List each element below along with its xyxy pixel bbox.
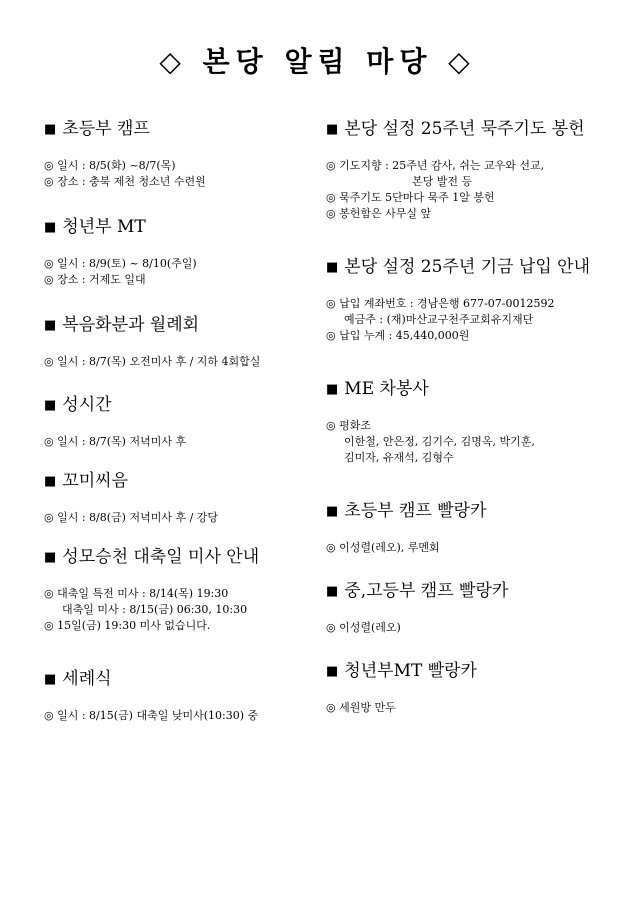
section-anniversary-fund (326, 256, 616, 344)
info-line: ◎ 일시 : 8/8(금) 저녁미사 후 / 강당 (44, 511, 219, 524)
section-heading: ■ 성시간 (44, 395, 112, 415)
info-line: ◎ 봉헌함은 사무실 앞 (326, 207, 432, 220)
square-bullet-icon: ■ (326, 260, 339, 275)
info-line: ◎ 15일(금) 19:30 미사 없습니다. (44, 619, 211, 632)
square-bullet-icon: ■ (44, 318, 57, 333)
info-line: 이한철, 안은정, 김기수, 김명옥, 박기훈, (344, 435, 535, 448)
section-youth-mt (44, 216, 314, 288)
section-heading: ■ ME 차봉사 (326, 379, 429, 399)
section-evangelization-meeting (44, 314, 314, 370)
info-line: ◎ 대축일 특전 미사 : 8/14(목) 19:30 (44, 587, 229, 600)
section-rosary-offering (326, 118, 616, 222)
square-bullet-icon: ■ (44, 122, 57, 137)
section-heading: ■ 꼬미씨음 (44, 471, 128, 491)
section-heading: ■ 복음화분과 월례회 (44, 315, 200, 335)
info-line: ◎ 일시 : 8/9(토) ~ 8/10(주일) (44, 257, 197, 270)
page-title: ◇ 본당 알림 마당 ◇ (159, 45, 476, 78)
section-heading: ■ 본당 설정 25주년 묵주기도 봉헌 (326, 119, 585, 139)
info-line: ◎ 장소 : 충북 제천 청소년 수련원 (44, 175, 206, 188)
section-baptism (44, 668, 314, 724)
section-elementary-palanca (326, 500, 616, 556)
section-kids-event (44, 470, 314, 526)
info-line: ◎ 기도지향 : 25주년 감사, 쉬는 교우와 선교, (326, 159, 545, 172)
info-line: ◎ 일시 : 8/15(금) 대축일 낮미사(10:30) 중 (44, 709, 259, 722)
section-middle-high-palanca (326, 580, 616, 636)
section-heading: ■ 초등부 캠프 (44, 119, 150, 139)
info-line: 김미자, 유재석, 김형수 (344, 451, 454, 464)
section-heading: ■ 성모승천 대축일 미사 안내 (44, 547, 260, 567)
section-heading: ■ 중,고등부 캠프 빨랑카 (326, 581, 509, 601)
section-heading: ■ 본당 설정 25주년 기금 납입 안내 (326, 257, 591, 277)
square-bullet-icon: ■ (326, 382, 339, 397)
info-line: 예금주 : (재)마산교구천주교회유지재단 (344, 313, 534, 326)
info-line: ◎ 일시 : 8/5(화) ~8/7(목) (44, 159, 176, 172)
info-line: 본당 발전 등 (412, 175, 473, 188)
info-line: ◎ 이성렬(레오), 루멘회 (326, 541, 440, 554)
info-line: ◎ 세원방 만두 (326, 701, 396, 714)
info-line: ◎ 일시 : 8/7(목) 저녁미사 후 (44, 435, 187, 448)
info-line: ◎ 장소 : 거제도 일대 (44, 273, 146, 286)
section-heading: ■ 청년부 MT (44, 217, 146, 237)
section-youth-mt-palanca (326, 660, 616, 716)
square-bullet-icon: ■ (326, 504, 339, 519)
square-bullet-icon: ■ (44, 220, 57, 235)
square-bullet-icon: ■ (44, 398, 57, 413)
section-heading: ■ 초등부 캠프 빨랑카 (326, 501, 487, 521)
square-bullet-icon: ■ (44, 550, 57, 565)
info-line: ◎ 평화조 (326, 419, 371, 432)
info-line: ◎ 묵주기도 5단마다 묵주 1알 봉헌 (326, 191, 495, 204)
info-line: ◎ 납입 누계 : 45,440,000원 (326, 329, 470, 342)
square-bullet-icon: ■ (326, 664, 339, 679)
info-line: 대축일 미사 : 8/15(금) 06:30, 10:30 (62, 603, 248, 616)
info-line: ◎ 이성렬(레오) (326, 621, 401, 634)
section-elementary-camp (44, 118, 314, 190)
section-holy-hour (44, 394, 314, 450)
section-assumption-mass (44, 546, 314, 634)
section-heading: ■ 세례식 (44, 669, 112, 689)
square-bullet-icon: ■ (44, 672, 57, 687)
square-bullet-icon: ■ (326, 584, 339, 599)
section-heading: ■ 청년부MT 빨랑카 (326, 661, 477, 681)
section-me-tea-service (326, 378, 616, 466)
info-line: ◎ 납입 계좌번호 : 경남은행 677-07-0012592 (326, 297, 555, 310)
square-bullet-icon: ■ (326, 122, 339, 137)
square-bullet-icon: ■ (44, 474, 57, 489)
info-line: ◎ 일시 : 8/7(목) 오전미사 후 / 지하 4회합실 (44, 355, 261, 368)
